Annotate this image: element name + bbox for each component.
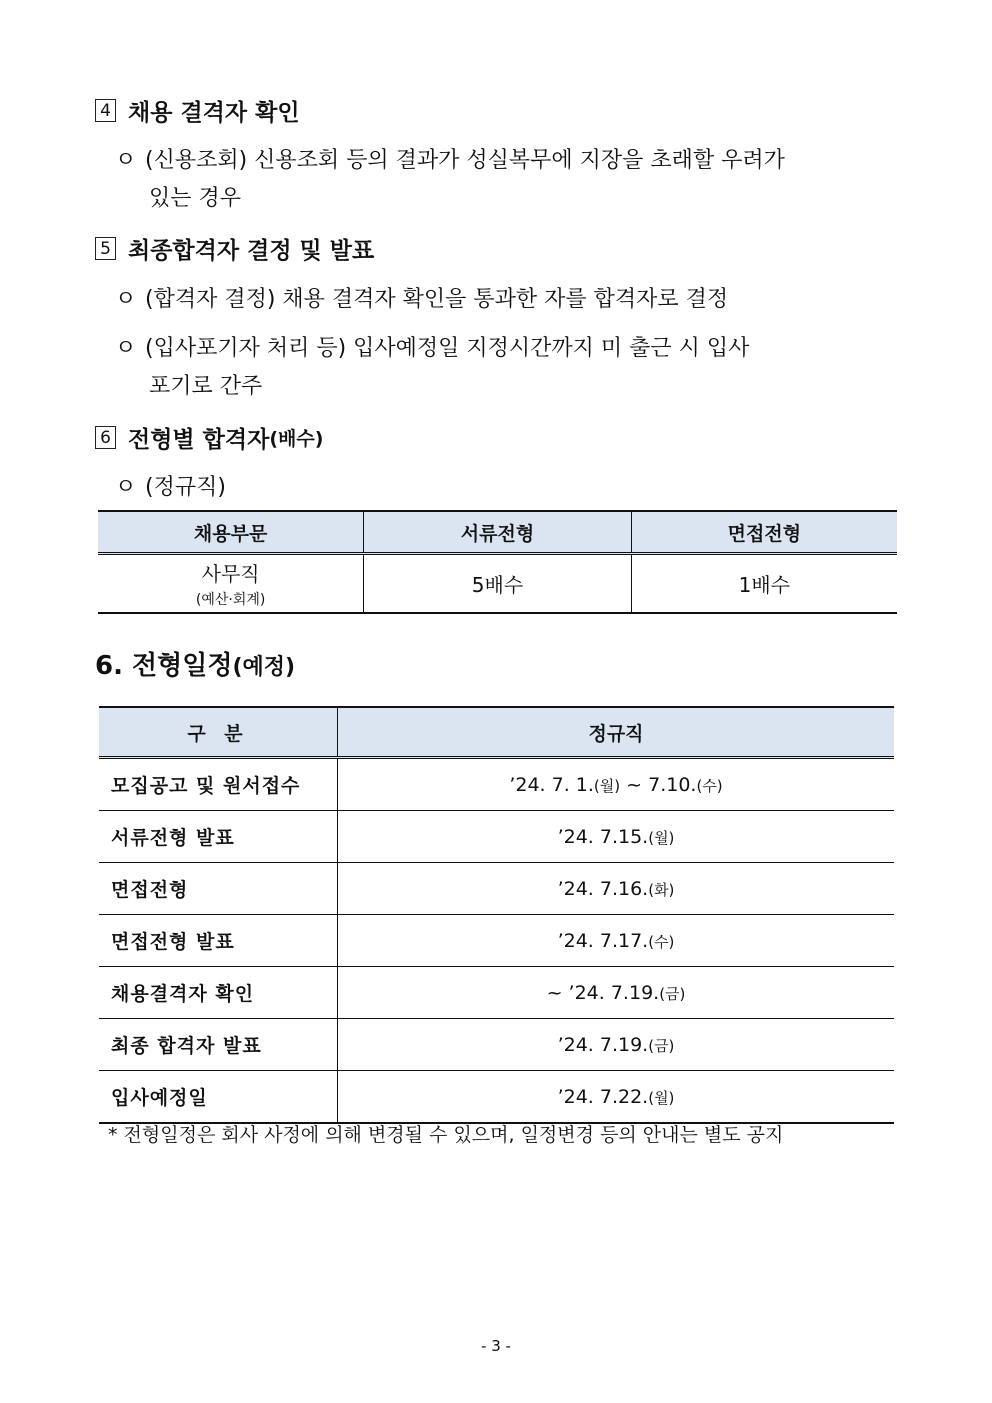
schedule-label: 면접전형 발표 bbox=[99, 915, 338, 967]
schedule-date bbox=[338, 967, 895, 1019]
table-header-row bbox=[98, 511, 897, 554]
section-title: 최종합격자 결정 및 발표 bbox=[128, 238, 375, 264]
date-day: (월) bbox=[648, 828, 675, 847]
table-row bbox=[99, 863, 894, 915]
table-cell-interview: 1배수 bbox=[631, 554, 897, 614]
multiplier-table bbox=[98, 510, 897, 614]
bullet-item bbox=[115, 282, 728, 313]
date-day: (화) bbox=[648, 880, 675, 899]
table-row bbox=[99, 811, 894, 863]
page-number: - 3 - bbox=[481, 1337, 511, 1355]
schedule-label: 채용결격자 확인 bbox=[99, 967, 338, 1019]
table-header-cell: 면접전형 bbox=[631, 511, 897, 554]
date-text: ’24. 7.22. bbox=[557, 1085, 649, 1108]
schedule-table bbox=[99, 706, 894, 1124]
table-row bbox=[99, 915, 894, 967]
schedule-date bbox=[338, 758, 895, 811]
section-number-box: 5 bbox=[95, 237, 116, 260]
bullet-continuation: 포기로 간주 bbox=[149, 374, 263, 399]
schedule-label: 모집공고 및 원서접수 bbox=[99, 758, 338, 811]
date-day: (월) bbox=[648, 1088, 675, 1107]
bullet-item bbox=[115, 143, 785, 174]
date-text: ’24. 7.17. bbox=[557, 929, 649, 952]
schedule-heading-suffix: (예정) bbox=[232, 655, 296, 680]
schedule-label: 입사예정일 bbox=[99, 1071, 338, 1124]
table-cell-dept bbox=[98, 554, 364, 614]
schedule-date bbox=[338, 1071, 895, 1124]
table-header-row bbox=[99, 707, 894, 758]
date-day: (수) bbox=[696, 776, 723, 795]
table-row bbox=[99, 758, 894, 811]
schedule-date bbox=[338, 915, 895, 967]
section-5-heading bbox=[95, 232, 374, 265]
bullet-mark: ㅇ bbox=[115, 287, 137, 312]
schedule-heading bbox=[95, 645, 295, 682]
table-header-cell: 정규직 bbox=[338, 707, 895, 758]
schedule-date bbox=[338, 811, 895, 863]
date-day: (월) bbox=[593, 776, 621, 795]
date-text: ~ 7.10. bbox=[620, 773, 697, 796]
bullet-item bbox=[115, 470, 226, 501]
bullet-text: (신용조회) 신용조회 등의 결과가 성실복무에 지장을 초래할 우려가 bbox=[145, 148, 785, 173]
date-day: (금) bbox=[659, 984, 686, 1003]
table-header-cell: 서류전형 bbox=[364, 511, 632, 554]
section-6-heading bbox=[95, 421, 323, 454]
schedule-label: 서류전형 발표 bbox=[99, 811, 338, 863]
date-text: ’24. 7. 1. bbox=[509, 773, 594, 796]
bullet-text: (정규직) bbox=[145, 475, 226, 500]
table-header-cell: 채용부문 bbox=[98, 511, 364, 554]
date-day: (금) bbox=[648, 1036, 675, 1055]
dept-name: 사무직 bbox=[201, 562, 260, 586]
bullet-mark: ㅇ bbox=[115, 336, 137, 361]
section-title: 채용 결격자 확인 bbox=[128, 100, 300, 126]
date-day: (수) bbox=[648, 932, 675, 951]
table-header-cell: 구 분 bbox=[99, 707, 338, 758]
section-number-box: 4 bbox=[95, 99, 116, 122]
bullet-text: (입사포기자 처리 등) 입사예정일 지정시간까지 미 출근 시 입사 bbox=[145, 336, 750, 361]
table-row bbox=[99, 1019, 894, 1071]
date-text: ~ ’24. 7.19. bbox=[546, 981, 660, 1004]
date-text: ’24. 7.19. bbox=[557, 1033, 649, 1056]
bullet-mark: ㅇ bbox=[115, 148, 137, 173]
schedule-note: * 전형일정은 회사 사정에 의해 변경될 수 있으며, 일정변경 등의 안내는 별도 공지 bbox=[108, 1124, 784, 1146]
bullet-continuation: 있는 경우 bbox=[149, 186, 242, 211]
section-4-heading bbox=[95, 94, 300, 127]
schedule-label: 최종 합격자 발표 bbox=[99, 1019, 338, 1071]
bullet-text: (합격자 결정) 채용 결격자 확인을 통과한 자를 합격자로 결정 bbox=[145, 287, 729, 312]
section-title-suffix: (배수) bbox=[269, 428, 324, 450]
table-row bbox=[99, 967, 894, 1019]
date-text: ’24. 7.15. bbox=[557, 825, 649, 848]
schedule-heading-main: 6. 전형일정 bbox=[95, 651, 233, 681]
section-number-box: 6 bbox=[95, 426, 116, 449]
table-cell-doc: 5배수 bbox=[364, 554, 632, 614]
bullet-mark: ㅇ bbox=[115, 475, 137, 500]
section-title: 전형별 합격자 bbox=[128, 427, 270, 453]
bullet-item bbox=[115, 331, 749, 362]
table-row bbox=[99, 1071, 894, 1124]
schedule-date bbox=[338, 1019, 895, 1071]
dept-sub: (예산·회계) bbox=[195, 592, 266, 608]
schedule-label: 면접전형 bbox=[99, 863, 338, 915]
schedule-date bbox=[338, 863, 895, 915]
table-row bbox=[98, 554, 897, 614]
date-text: ’24. 7.16. bbox=[557, 877, 649, 900]
